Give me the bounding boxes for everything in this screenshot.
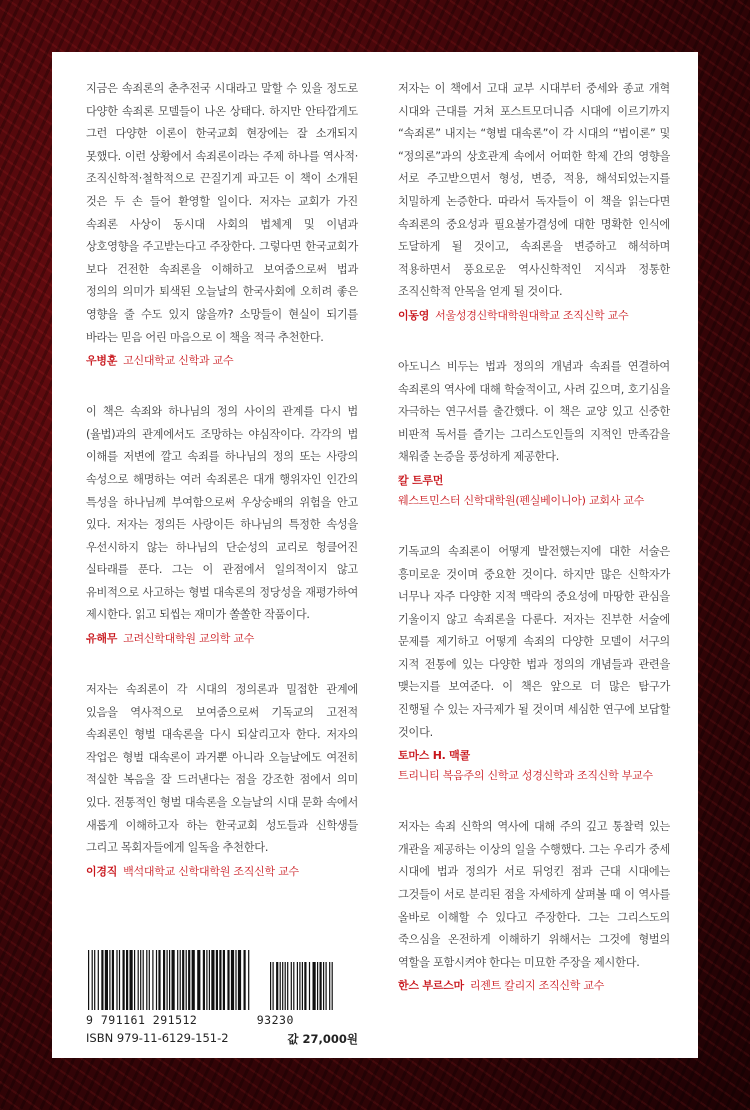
author-name: 토마스 H. 맥콜: [398, 749, 470, 763]
review-text: 지금은 속죄론의 춘추전국 시대라고 말할 수 있을 정도로 다양한 속죄론 모델들이 나온 상태다. 하지만 안타깝게도 그런 다양한 이론이 한국교회 현장에는 잘 소개되지 못했다. 이런 상황에서 속죄론이라는 주제 하나를 역사적·조직신학적·철학적으로 끈질기게 파고든 이 책이 소개된 것은 두 손 들어 환영할 일이다. 저자는 교회가 가진 속죄론 사상이 동시대 사회의 법체계 및 이념과 상호영향을 주고받는다고 주장한다. 그렇다면 한국교회가 보다 건전한 속죄론을 이해하고 보여줌으로써 법과 정의의 의미가 퇴색된 오늘날의 한국사회에 오히려 좋은 영향을 줄 수도 있지 않을까? 소망들이 현실이 되기를 바라는 믿음 어린 마음으로 이 책을 적극 추천한다.: [86, 82, 358, 344]
barcode-digits: [86, 1013, 376, 1027]
isbn-number: ISBN 979-11-6129-151-2: [86, 1031, 229, 1045]
review-trueman: [398, 356, 670, 511]
author-affiliation: 웨스트민스터 신학대학원(펜실베이니아) 교회사 교수: [398, 493, 645, 507]
isbn-row: [86, 1031, 358, 1047]
review-lee-dy: [398, 78, 670, 326]
author-affiliation: 리젠트 칼리지 조직신학 교수: [469, 979, 605, 993]
barcode-digits-main: 9 791161 291512: [86, 1013, 198, 1027]
left-column: [86, 78, 358, 912]
author-name: 이경직: [86, 864, 118, 878]
review-text: 이 책은 속죄와 하나님의 정의 사이의 관계를 다시 법(율법)과의 관계에서도 조망하는 야심작이다. 각각의 법 이해를 저변에 깔고 속죄를 하나님의 정의 또는 사랑의 속성으로 해명하는 여러 속죄론은 대개 행위자인 인간의 특성을 하나님께 부여함으로써 우상숭배의 위험을 안고 있다. 저자는 정의든 사랑이든 하나님의 특정한 속성을 우선시하지 않는 하나님의 단순성의 교리로 헝클어진 실타래를 푼다. 그는 이 관점에서 일의적이지 않고 유비적으로 사고하는 형벌 대속론의 정당성을 재평가하여 제시한다. 읽고 되씹는 재미가 쏠쏠한 작품이다.: [86, 405, 358, 622]
review-woo: [86, 78, 358, 371]
review-author: [86, 351, 358, 371]
review-mccall: [398, 541, 670, 786]
barcode: [86, 950, 376, 1012]
review-yoo: [86, 401, 358, 649]
author-name: 한스 부르스마: [398, 979, 464, 993]
review-text: 저자는 속죄론이 각 시대의 정의론과 밀접한 관계에 있음을 역사적으로 보여줌으로써 기독교의 고전적 속죄론인 형벌 대속론을 다시 되살리고자 한다. 저자의 작업은 형벌 대속론이 과거뿐 아니라 오늘날에도 여전히 적실한 복음을 잘 드러낸다는 점을 강조한 점에서 의미 있다. 전통적인 형벌 대속론을 오늘날의 시대 문화 속에서 새롭게 이해하고자 하는 한국교회 성도들과 신학생들 그리고 목회자들에게 일독을 추천한다.: [86, 683, 358, 855]
review-lee-kj: [86, 679, 358, 882]
review-author: [398, 471, 670, 511]
review-author: [398, 976, 670, 996]
barcode-bars: [86, 950, 336, 1012]
price-label: 값 27,000원: [287, 1032, 358, 1046]
author-affiliation: 트리니티 복음주의 신학교 성경신학과 조직신학 부교수: [398, 769, 653, 783]
review-author: [398, 746, 670, 786]
review-text: 저자는 속죄 신학의 역사에 대해 주의 깊고 통찰력 있는 개관을 제공하는 이상의 일을 수행했다. 그는 우리가 중세 시대에 법과 정의가 서로 뒤엉킨 점과 근대 시대에는 그것들이 서로 분리된 점을 자세하게 살펴볼 때 이 역사를 올바로 이해할 수 있다고 주장한다. 그는 그리스도의 죽으심을 온전하게 이해하기 위해서는 그것에 형벌의 역할을 포함시켜야 한다는 미묘한 주장을 제시한다.: [398, 820, 670, 969]
author-name: 칼 트루먼: [398, 473, 444, 487]
author-affiliation: 서울성경신학대학원대학교 조직신학 교수: [435, 308, 629, 322]
review-text: 기독교의 속죄론이 어떻게 발전했는지에 대한 서술은 흥미로운 것이며 중요한 것이다. 하지만 많은 신학자가 너무나 자주 다양한 지적 맥락의 중요성에 마땅한 관심을 기울이지 않고 속죄론을 다룬다. 저자는 진부한 서술에 문제를 제기하고 어떻게 속죄의 다양한 모델이 서구의 지적 전통에 있는 다양한 법과 정의의 개념들과 관련을 맺는지를 보여준다. 이 책은 앞으로 더 많은 탐구가 진행될 수 있는 자극제가 될 것이며 세심한 연구에 보답할 것이다.: [398, 544, 670, 739]
review-author: [398, 306, 670, 326]
review-author: [86, 862, 358, 882]
author-name: 이동영: [398, 308, 430, 322]
review-text: 저자는 이 책에서 고대 교부 시대부터 중세와 종교 개혁 시대와 근대를 거쳐 포스트모더니즘 시대에 이르기까지 “속죄론” 내지는 “형벌 대속론”이 각 시대의 “법이론” 및 “정의론”과의 상호관계 속에서 어떠한 학제 간의 영향을 서로 주고받으면서 형성, 변증, 적용, 해석되었는지를 치밀하게 논증한다. 따라서 독자들이 이 책을 읽는다면 속죄론의 중요성과 필요불가결성에 대한 명확한 인식에 도달하게 될 것이고, 속죄론을 변증하고 해석하며 적용하면서 풍요로운 역사신학적인 지식과 정통한 조직신학적 안목을 얻게 될 것이다.: [398, 82, 670, 299]
review-boersma: [398, 816, 670, 996]
author-name: 유해무: [86, 632, 118, 646]
author-name: 우병훈: [86, 354, 118, 368]
author-affiliation: 고신대학교 신학과 교수: [123, 354, 234, 368]
author-affiliation: 백석대학교 신학대학원 조직신학 교수: [123, 864, 299, 878]
barcode-block: [86, 950, 376, 1047]
barcode-digits-addon: 93230: [256, 1013, 294, 1027]
back-cover-panel: [52, 52, 698, 1058]
right-column: [398, 78, 670, 1026]
review-text: 아도니스 비두는 법과 정의의 개념과 속죄를 연결하여 속죄론의 역사에 대해 학술적이고, 사려 깊으며, 호기심을 자극하는 연구서를 출간했다. 이 책은 교양 있고 신중한 비판적 독서를 즐기는 그리스도인들의 지적인 만족감을 채워줄 논증을 풍성하게 제공한다.: [398, 359, 670, 464]
author-affiliation: 고려신학대학원 교의학 교수: [123, 632, 255, 646]
review-author: [86, 629, 358, 649]
